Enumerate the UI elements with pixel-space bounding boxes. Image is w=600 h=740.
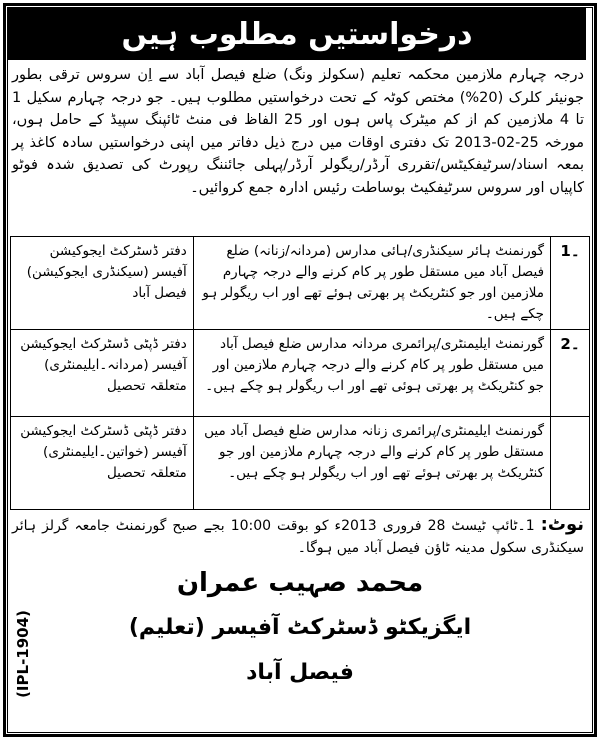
offices-table <box>10 236 590 510</box>
row-number: 2۔ <box>551 330 590 417</box>
table-row <box>11 237 590 330</box>
row-number <box>551 417 590 510</box>
ad-title: درخواستیں مطلوب ہیں <box>8 8 586 60</box>
ad-reference-code: (IPL-1904) <box>14 610 32 698</box>
intro-text: درجہ چہارم ملازمین محکمہ تعلیم (سکولز ونگ) ضلع فیصل آباد سے اِن سروس ترقی بطور جونیئر کلرک (20%) مختص کوٹہ کے تحت درخواستیں مطلوب ہیں۔ جو درجہ چہارم سکیل 1 تا 4 ملازمین کم از کم میٹرک پاس ہوں اور 25 الفاظ فی منٹ ٹائپنگ سپیڈ کے حامل ہوں، مورخہ 25-02-2013 تک دفتری اوقات میں درج ذیل دفاتر میں اپنی درخواستیں سادہ کاغذ پر بمعہ اسناد/سرٹیفکیٹس/تقرری آرڈر/ریگولر آرڈر/پہلی جائننگ رپورٹ کی تصدیق شدہ فوٹو کاپیاں اور سروس سرٹیفکیٹ بوساطت رئیس ادارہ جمع کروائیں۔ <box>12 67 584 196</box>
table-row <box>11 330 590 417</box>
row-office: دفتر ڈپٹی ڈسٹرکٹ ایجوکیشن آفیسر (مردانہ۔ایلیمنٹری) متعلقہ تحصیل <box>11 330 194 417</box>
signatory-name: محمد صہیب عمران <box>176 568 424 598</box>
note-label: نوٹ: <box>540 514 585 535</box>
intro-paragraph <box>12 64 584 199</box>
note <box>12 514 584 559</box>
signatory-designation: ایگزیکٹو ڈسٹرکٹ آفیسر (تعلیم) <box>128 615 472 640</box>
note-text: 1۔ٹائپ ٹیسٹ 28 فروری 2013ء کو بوقت 10:00 بجے صبح گورنمنٹ جامعہ گرلز ہائر سیکنڈری سکول مدینہ ٹاؤن فیصل آباد میں ہوگا۔ <box>12 518 584 556</box>
row-description: گورنمنٹ ہائر سیکنڈری/ہائی مدارس (مردانہ/زنانہ) ضلع فیصل آباد میں مستقل طور پر کام کرنے والے درجہ چہارم ملازمین اور جو کنٹریکٹ پر بھرتی ہوئے تھے اور اب ریگولر ہو چکے ہیں۔ <box>193 237 550 330</box>
row-office: دفتر ڈسٹرکٹ ایجوکیشن آفیسر (سیکنڈری ایجوکیشن) فیصل آباد <box>11 237 194 330</box>
row-description: گورنمنٹ ایلیمنٹری/پرائمری مردانہ مدارس ضلع فیصل آباد میں مستقل طور پر کام کرنے والے درجہ چہارم ملازمین اور جو کنٹریکٹ پر بھرتی ہوئی تھے اور اب ریگولر ہو چکے ہیں۔ <box>193 330 550 417</box>
table-row <box>11 417 590 510</box>
row-number: 1۔ <box>551 237 590 330</box>
row-office: دفتر ڈپٹی ڈسٹرکٹ ایجوکیشن آفیسر (خواتین۔ایلیمنٹری) متعلقہ تحصیل <box>11 417 194 510</box>
row-description: گورنمنٹ ایلیمنٹری/پرائمری زنانہ مدارس ضلع فیصل آباد میں مستقل طور پر کام کرنے والے درجہ چہارم ملازمین اور جو کنٹریکٹ پر بھرتی ہوئے تھے اور اب ریگولر ہو چکے ہیں۔ <box>193 417 550 510</box>
signatory-city: فیصل آباد <box>246 660 354 685</box>
